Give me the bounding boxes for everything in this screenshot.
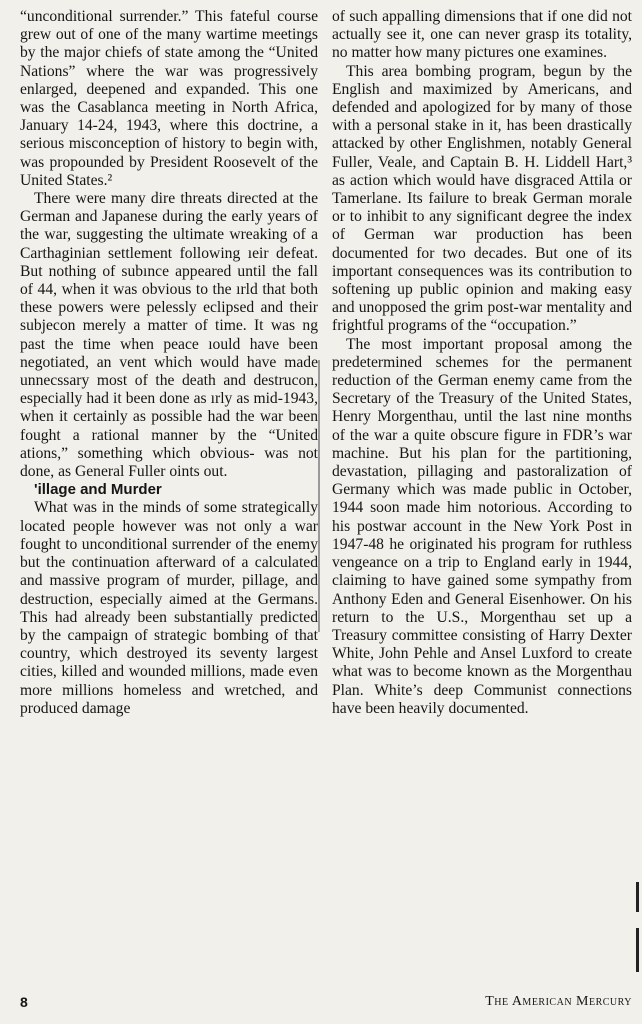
scan-gutter-shadow: [318, 360, 320, 632]
paragraph: This area bombing program, begun by the English and maximized by Americans, and defended and apologized for by many of those with a personal stake in it, has been drastically attacked by other Englishmen, notably General Fuller, Veale, and Captain B. H. Liddell Hart,³ as action which would have disgraced Attila or Tamerlane. Its failure to break German morale or to inhibit to any significant degree the index of German war production has been documented for two decades. But one of its important consequences was its contribution to softening up public opinion and making easy and unopposed the grim post-war mentality and frightful programs of the “occupation.”: [332, 62, 632, 335]
scan-edge-mark: [636, 882, 639, 912]
page-footer: [20, 994, 632, 1014]
left-column: [20, 8, 318, 718]
running-head: The American Mercury: [485, 994, 632, 1009]
right-column: [332, 8, 632, 718]
paragraph: of such appalling dimensions that if one did not actually see it, one can never grasp its totality, no matter how many pictures one examines.: [332, 8, 632, 62]
paragraph: What was in the minds of some strategically located people however was not only a war fought to unconditional surrender of the enemy but the continuation afterward of a calculated and massive program of murder, pillage, and destruction, especially aimed at the Germans. This had already been substantially predicted by the campaign of strategic bombing of that country, which destroyed its seventy largest cities, killed and wounded millions, made even more millions homeless and wretched, and produced damage: [20, 499, 318, 717]
paragraph: The most important proposal among the predetermined schemes for the permanent reduction of the German enemy came from the Secretary of the Treasury of the United States, Henry Morgenthau, until the last nine months of the war a quite obscure figure in FDR’s war machine. But his plan for the partitioning, devastation, pillaging and pastoralization of Germany which was made public in October, 1944 soon made him notorious. According to his postwar account in the New York Post in 1947-48 he originated his program for ruthless vengeance on a trip to England early in 1944, claiming to have gained some sympathy from Anthony Eden and General Eisenhower. On his return to the U.S., Morgenthau set up a Treasury committee consisting of Harry Dexter White, John Pehle and Ansel Luxford to create what was to become known as the Morgenthau Plan. White’s deep Communist connections have been heavily documented.: [332, 335, 632, 717]
section-heading: 'illage and Murder: [34, 481, 162, 499]
page-number: 8: [20, 994, 28, 1010]
paragraph: “unconditional surrender.” This fateful course grew out of one of the many wartime meetings by the major chiefs of state among the “United Nations” where the war was progressively enlarged, deepened and expanded. This one was the Casablanca meeting in North Africa, January 14-24, 1943, where this doctrine, a serious misconception of history to begin with, was propounded by President Roosevelt of the United States.²: [20, 8, 318, 189]
scan-edge-mark: [636, 928, 639, 972]
paragraph: There were many dire threats directed at the German and Japanese during the early years of the war, suggesting the ultimate wreaking of a Carthaginian settlement following ıeir defeat. But nothing of subınce appeared until the fall of 44, when it was obvious to the ırld that both these powers were pelessly eclipsed and their subjecon merely a matter of time. It was ng past the time when peace ıould have been negotiated, an vent which would have made unnecssary most of the death and destrucon, especially had it been done as ırly as mid-1943, when it certainly as possible had the war been fought a rational manner by the “United ations,” something which obvious- was not done, as General Fuller oints out.: [20, 190, 318, 481]
